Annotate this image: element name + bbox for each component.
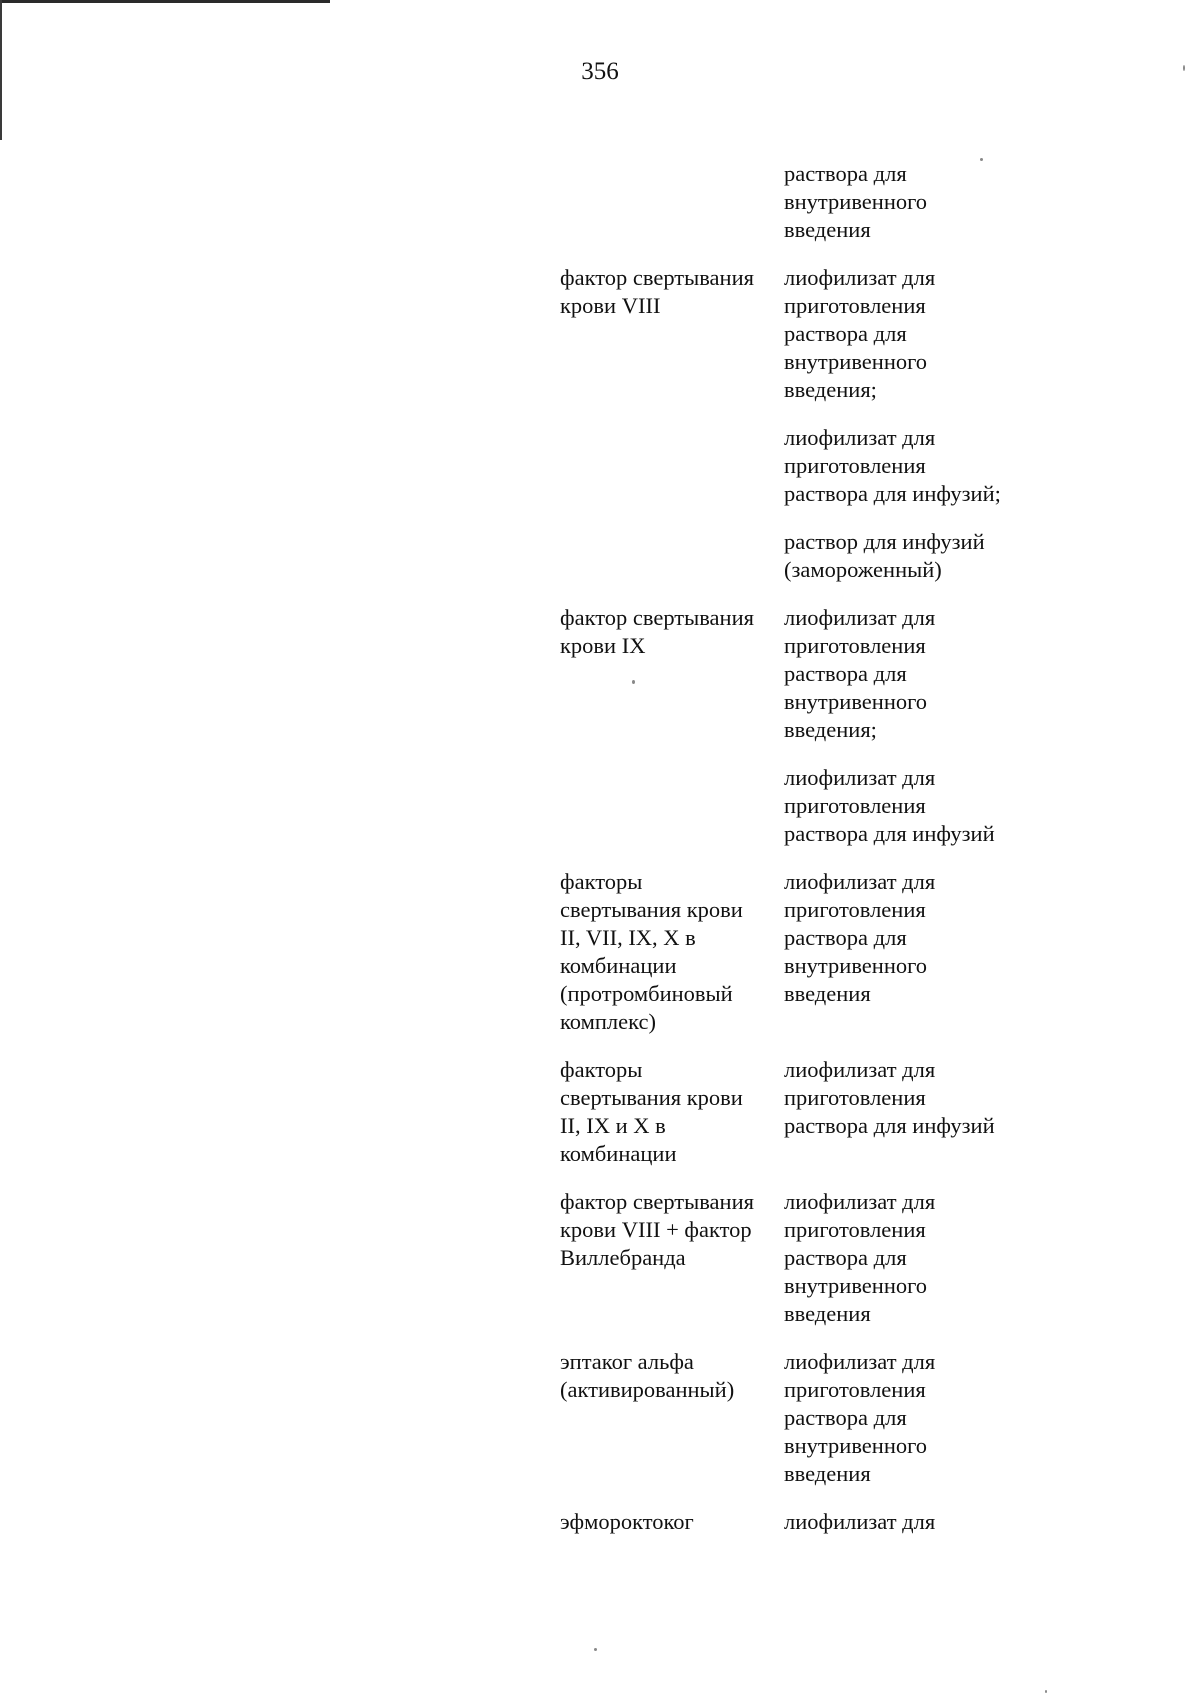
dosage-forms: [784, 1188, 1054, 1328]
drug-name: факторы свертывания крови II, VII, IX, X в комбинации (протромбиновый комплекс): [560, 869, 743, 1034]
scan-speck: [1045, 1690, 1047, 1693]
drug-name: фактор свертывания крови IX: [560, 605, 754, 658]
dosage-form: лиофилизат для приготовления раствора для внутривенного введения;: [784, 265, 936, 402]
dosage-form: лиофилизат для: [784, 1509, 936, 1534]
table-row: [560, 1508, 1060, 1536]
dosage-form: лиофилизат для приготовления раствора для внутривенного введения: [784, 1189, 936, 1326]
dosage-forms: [784, 1348, 1054, 1488]
drug-name: фактор свертывания крови VIII + фактор Виллебранда: [560, 1189, 754, 1270]
scan-speck: [594, 1648, 597, 1651]
dosage-form: лиофилизат для приготовления раствора для внутривенного введения: [784, 869, 936, 1006]
table-row: [560, 868, 1060, 1036]
table-row: [560, 1056, 1060, 1168]
drug-name: эптаког альфа (активированный): [560, 1349, 735, 1402]
dosage-form: лиофилизат для приготовления раствора для инфузий: [784, 765, 995, 846]
dosage-form: раствор для инфузий (замороженный): [784, 529, 985, 582]
drug-name: эфмороктоког: [560, 1509, 694, 1534]
dosage-form: лиофилизат для приготовления раствора для внутривенного введения: [784, 1349, 936, 1486]
table-row: [560, 160, 1060, 244]
dosage-forms: [784, 1056, 1054, 1140]
dosage-forms: [784, 1508, 1054, 1536]
dosage-forms: [784, 604, 1054, 848]
scan-speck: [1183, 65, 1185, 71]
scan-speck: [980, 158, 983, 161]
dosage-form: раствора для внутривенного введения: [784, 161, 928, 242]
dosage-forms: [784, 868, 1054, 1008]
dosage-form: лиофилизат для приготовления раствора для инфузий: [784, 1057, 995, 1138]
scan-edge-top: [0, 0, 330, 3]
dosage-forms: [784, 264, 1054, 584]
drug-name: факторы свертывания крови II, IX и X в комбинации: [560, 1057, 743, 1166]
table-row: [560, 1348, 1060, 1488]
dosage-form: лиофилизат для приготовления раствора для внутривенного введения;: [784, 605, 936, 742]
drug-table: [560, 160, 1060, 1536]
table-row: [560, 264, 1060, 584]
table-row: [560, 1188, 1060, 1328]
dosage-form: лиофилизат для приготовления раствора для инфузий;: [784, 425, 1001, 506]
drug-name: фактор свертывания крови VIII: [560, 265, 754, 318]
scan-speck: [632, 680, 635, 684]
table-row: [560, 604, 1060, 848]
dosage-forms: [784, 160, 1054, 244]
page-number: 356: [581, 58, 619, 85]
